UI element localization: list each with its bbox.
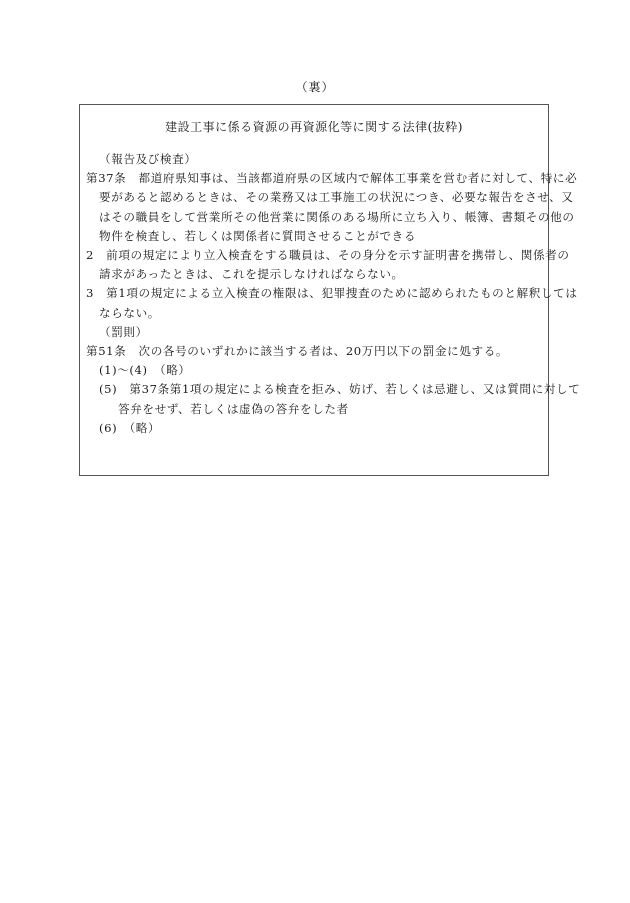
item-1-4-line: (1)～(4) （略） xyxy=(99,363,191,378)
paragraph-3-line: 3 第1項の規定による立入検査の権限は、犯罪捜査のために認められたものと解釈しては xyxy=(86,286,578,301)
section-heading-penalty: （罰則） xyxy=(99,324,148,339)
item-6-line: (6) （略） xyxy=(99,420,161,435)
article-37-line: はその職員をして営業所その他営業に関係のある場所に立ち入り、帳簿、書類その他の xyxy=(99,209,575,224)
item-5-line: 答弁をせず、若しくは虚偽の答弁をした者 xyxy=(118,401,349,416)
paragraph-2-line: 請求があったときは、これを提示しなければならない。 xyxy=(99,267,404,282)
article-37-line: 要があると認めるときは、その業務又は工事施工の状況につき、必要な報告をさせ、又 xyxy=(99,190,574,205)
article-51-line: 第51条 次の各号のいずれかに該当する者は、20万円以下の罰金に処する。 xyxy=(86,344,509,359)
law-excerpt-box xyxy=(79,104,581,476)
law-text xyxy=(86,150,581,438)
article-37-line: 物件を検査し、若しくは関係者に質問させることができる xyxy=(99,228,417,243)
paragraph-2-line: 2 前項の規定により立入検査をする職員は、その身分を示す証明書を携帯し、関係者の xyxy=(86,248,570,263)
paragraph-3-line: ならない。 xyxy=(99,305,160,320)
article-37-line: 第37条 都道府県知事は、当該都道府県の区域内で解体工事業を営む者に対して、特に必 xyxy=(86,171,578,186)
page-side-label: （裏） xyxy=(295,80,335,94)
law-title: 建設工事に係る資源の再資源化等に関する法律(抜粋) xyxy=(165,120,463,134)
section-heading-report: （報告及び検査） xyxy=(99,152,197,166)
item-5-line: (5) 第37条第1項の規定による検査を拒み、妨げ、若しくは忌避し、又は質問に対して xyxy=(99,382,581,397)
